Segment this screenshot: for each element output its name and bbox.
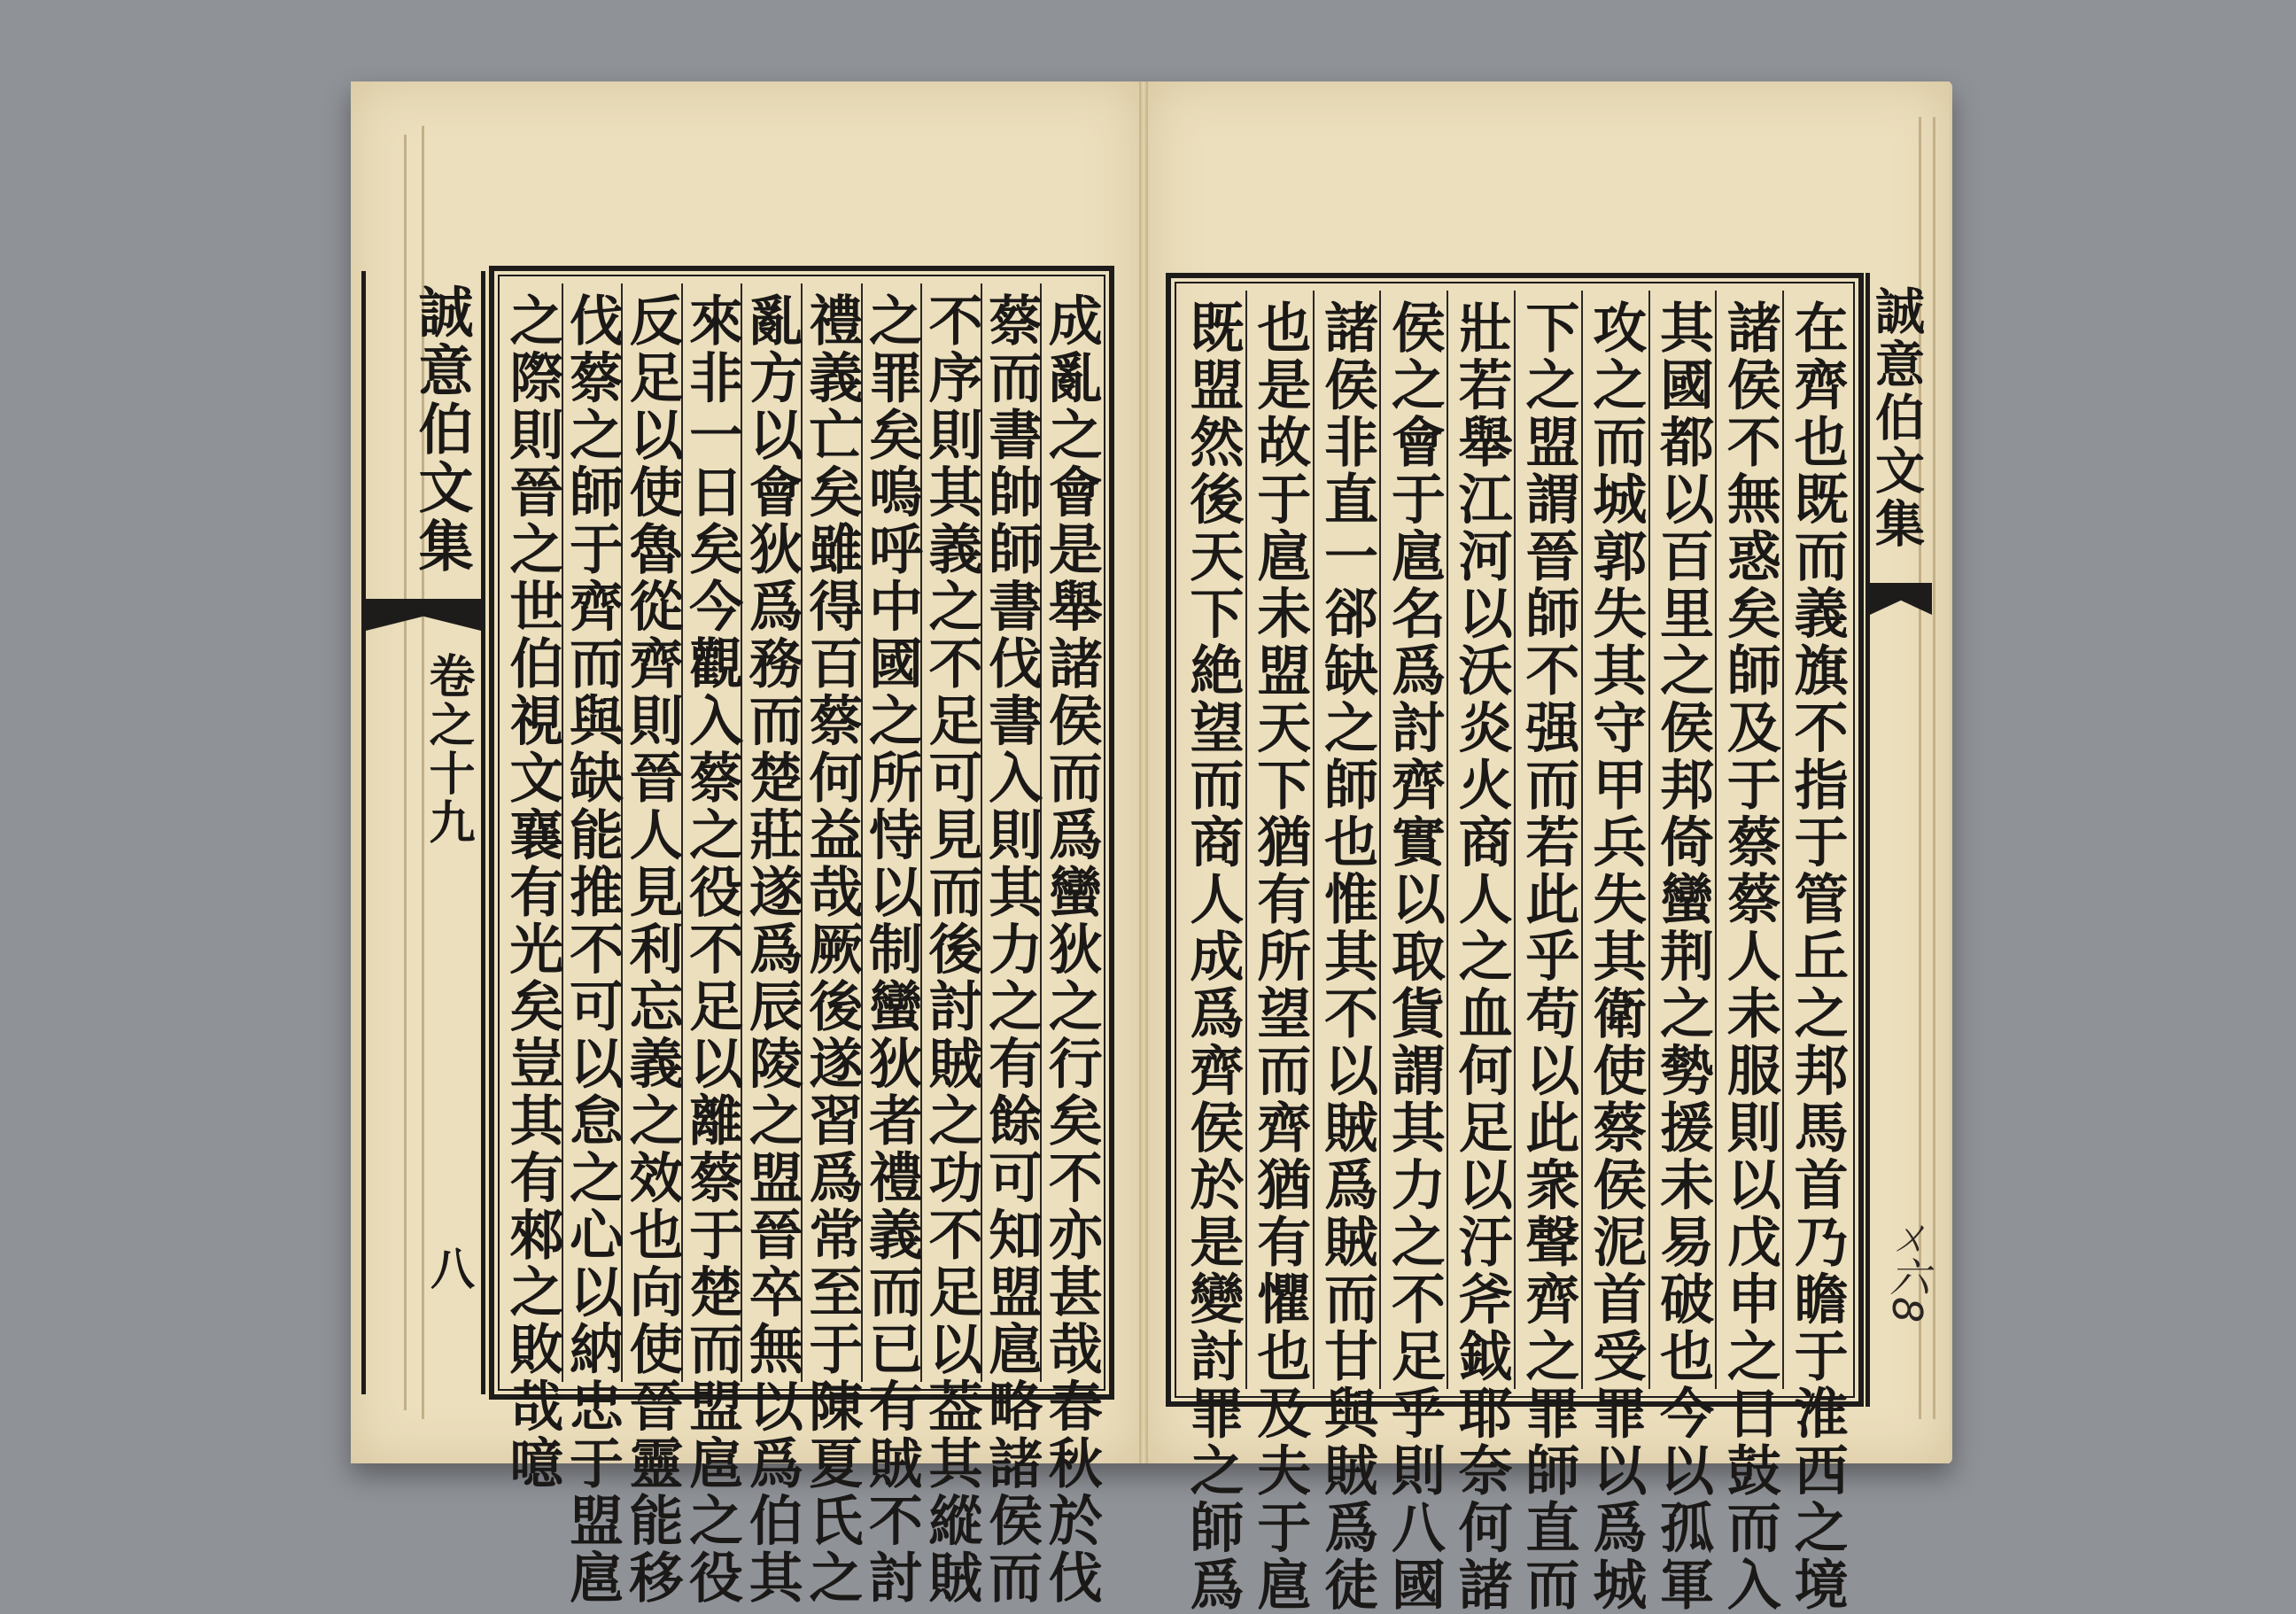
column-text: 侯之會于扈名爲討齊實以取貨謂其力之不足乎則八國 (1382, 299, 1446, 1614)
text-column (1784, 291, 1850, 1614)
column-text: 之罪矣嗚呼中國之所恃以制蠻狄者禮義而已有賊不討 (859, 292, 923, 1607)
column-text: 諸侯非直一郤缺之師也惟其不以賊爲賊而甘與賊爲徒 (1315, 299, 1379, 1614)
text-column (980, 283, 1043, 1607)
column-text: 反足以使魯從齊則晉人見利忘義之效也向使晉靈能移 (620, 292, 684, 1607)
fish-tail-mark (1870, 583, 1932, 615)
text-column (919, 283, 983, 1607)
column-text: 蔡而書帥師書伐書入則其力之有餘可知盟扈略諸侯而 (980, 292, 1043, 1607)
left-hanxin (361, 271, 485, 1394)
column-text: 不序則其義之不足可見而後討賊之功不足以葢其縱賊 (919, 292, 983, 1607)
right-text-columns (1180, 291, 1850, 1614)
column-text: 既盟然後天下絶望而商人成爲齊侯於是變討罪之師爲 (1181, 299, 1245, 1614)
left-text-frame (409, 266, 1114, 1607)
text-column (1247, 291, 1315, 1614)
text-column (1650, 291, 1718, 1614)
text-column (859, 283, 923, 1607)
hanxin-book-title: 誠意伯文集 (1867, 285, 1926, 551)
text-column (1583, 291, 1650, 1614)
right-page (1146, 81, 1950, 1614)
column-text: 之際則晉之世伯視文襄有光矣豈其有郲之敗哉噫 (500, 292, 564, 1493)
text-column (1448, 291, 1516, 1614)
hanxin-volume: 卷之十九 (421, 652, 475, 847)
text-column (1516, 291, 1583, 1614)
text-column (500, 283, 564, 1493)
text-column (620, 283, 684, 1607)
column-text: 其國都以百里之侯邦倚蠻荆之勢援未易破也今以孤軍 (1651, 299, 1714, 1614)
fish-tail-mark (366, 599, 481, 631)
text-column (1039, 283, 1103, 1607)
right-text-frame (1166, 273, 1864, 1614)
column-text: 也是故于扈未盟天下猶有所望而齊猶有懼也及夫于扈 (1248, 299, 1312, 1614)
hanxin-book-title: 誠意伯文集 (409, 283, 474, 576)
column-text: 諸侯不無惑矣師及于蔡蔡人未服則以戊申之日鼓而入 (1718, 299, 1781, 1614)
column-text: 亂方以會狄爲務而楚莊遂爲辰陵之盟晉卒無以爲伯其 (740, 292, 803, 1607)
column-text: 壯若舉江河以沃炎火商人之血何足以汙斧鉞耶奈何諸 (1449, 299, 1513, 1614)
open-book (351, 81, 1952, 1614)
text-column (1315, 291, 1382, 1614)
column-text: 攻之而城郭失其守甲兵失其衛使蔡侯泥首受罪以爲城 (1584, 299, 1648, 1614)
left-text-columns (500, 283, 1103, 1607)
left-page (351, 81, 1141, 1607)
column-text: 來非一日矣今觀入蔡之役不足以離蔡于楚而盟扈之役 (680, 292, 744, 1607)
text-column (1717, 291, 1784, 1614)
column-text: 成亂之會是舉諸侯而爲蠻狄之行矣不亦甚哉春秋於伐 (1039, 292, 1103, 1607)
handwritten-note: ㄨ六8 (1883, 1215, 1931, 1323)
text-column (1180, 291, 1247, 1614)
column-text: 在齊也既而義旗不指于管丘之邦馬首乃瞻于淮西之境 (1785, 299, 1849, 1614)
column-text: 伐蔡之師于齊而與缺能推不可以怠之心以納忠于盟扈 (560, 292, 624, 1607)
column-text: 下之盟謂晉師不强而若此乎苟以此衆聲齊之罪師直而 (1516, 299, 1580, 1614)
text-column (560, 283, 624, 1607)
text-column (800, 283, 864, 1607)
text-column (1381, 291, 1448, 1614)
text-column (680, 283, 744, 1607)
column-text: 禮義亡矣雖得百蔡何益哉厥後遂習爲常至于陳夏氏之 (800, 292, 864, 1607)
text-column (740, 283, 803, 1607)
hanxin-page-number: 八 (423, 1245, 476, 1290)
